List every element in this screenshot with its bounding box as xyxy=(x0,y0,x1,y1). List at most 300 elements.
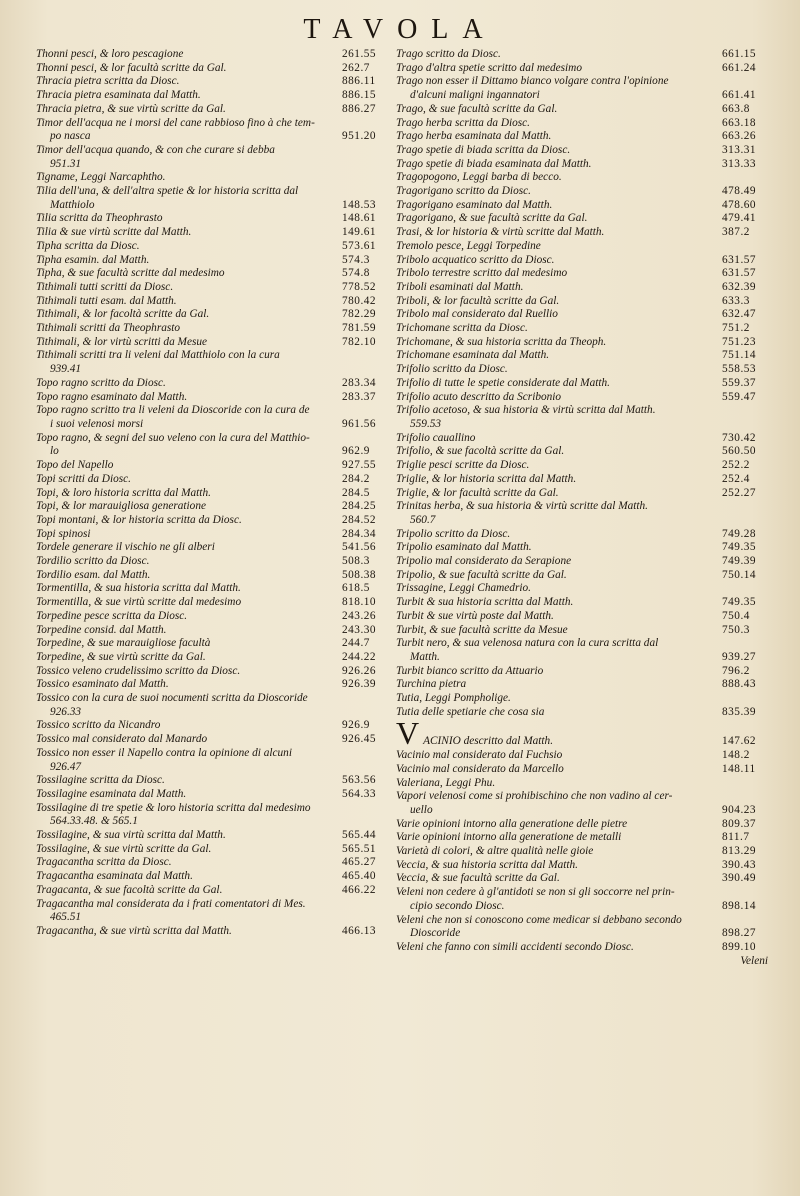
entry-text: Tordilio scritto da Diosc. xyxy=(36,555,150,568)
index-entry xyxy=(396,349,768,363)
entry-text: Tossico con la cura de suoi nocumenti scritta da Dioscoride xyxy=(36,692,308,705)
entry-text: Torpedine, & sue virtù scritte da Gal. xyxy=(36,650,206,663)
entry-text: Trifolio cauallino xyxy=(396,431,476,444)
entry-text: Turbit, & sue facultà scritte da Mesue xyxy=(396,623,568,636)
entry-continuation: 560.7 xyxy=(410,513,436,526)
index-entry xyxy=(396,212,768,226)
index-entry xyxy=(396,308,768,322)
index-entry xyxy=(36,212,388,226)
entry-text: Topo ragno scritto tra li veleni da Dioscoride con la cura de xyxy=(36,404,310,417)
page-ref: 148.53 xyxy=(342,198,377,211)
page-ref: 618.5 xyxy=(342,582,370,595)
page-ref: 261.55 xyxy=(342,48,377,60)
entry-text: ACINIO descritto dal Matth. xyxy=(423,735,554,748)
index-entry xyxy=(396,62,768,76)
page-ref: 939.27 xyxy=(722,650,757,663)
entry-text: Thonni pesci, & loro pescagione xyxy=(36,48,184,60)
entry-text: Tossilagine, & sue virtù scritte da Gal. xyxy=(36,842,212,855)
entry-continuation: 951.31 xyxy=(50,157,82,170)
index-entry xyxy=(396,130,768,144)
index-column-right xyxy=(396,48,768,1188)
page-ref: 898.14 xyxy=(722,899,757,912)
index-entry xyxy=(36,829,388,843)
entry-text: Trago herba scritta da Diosc. xyxy=(396,116,531,129)
entry-text: Tossilagine scritta da Diosc. xyxy=(36,774,165,787)
page-ref: 886.11 xyxy=(342,75,376,88)
index-entry xyxy=(396,569,768,583)
page-ref: 148.61 xyxy=(342,212,377,225)
page-ref: 559.37 xyxy=(722,376,757,389)
index-entry xyxy=(36,349,388,376)
entry-text: Thonni pesci, & lor facultà scritte da Gal. xyxy=(36,61,227,74)
page-ref: 811.7 xyxy=(722,831,750,844)
page-ref: 243.26 xyxy=(342,609,377,622)
page-ref: 508.38 xyxy=(342,568,377,581)
entry-text: Trasi, & lor historia & virtù scritte dal Matth. xyxy=(396,226,605,239)
entry-text: Trichomane esaminata dal Matth. xyxy=(396,349,550,362)
index-entry xyxy=(396,749,768,763)
index-entry xyxy=(396,596,768,610)
entry-text: Trago herba esaminata dal Matth. xyxy=(396,130,552,143)
entry-text: Tragacanta, & sue facoltà scritte da Gal. xyxy=(36,883,223,896)
entry-text: Veleni non cedere à gl'antidoti se non si gli soccorre nel prin- xyxy=(396,886,675,899)
index-entry xyxy=(396,103,768,117)
page-ref: 479.41 xyxy=(722,212,757,225)
page-ref: 390.49 xyxy=(722,872,757,885)
index-entry xyxy=(36,473,388,487)
page-ref: 749.39 xyxy=(722,555,757,568)
entry-text: Tipha, & sue facultà scritte dal medesimo xyxy=(36,267,225,280)
entry-text: Triboli esaminati dal Matth. xyxy=(396,280,524,293)
page-ref: 560.50 xyxy=(722,445,757,458)
entry-text: Trago scritto da Diosc. xyxy=(396,48,501,60)
entry-text: Tutia delle spetiarie che cosa sia xyxy=(396,705,545,718)
page-ref: 565.44 xyxy=(342,829,377,842)
entry-text: Torpedine pesce scritta da Diosc. xyxy=(36,609,188,622)
index-entry xyxy=(36,665,388,679)
index-entry xyxy=(396,831,768,845)
entry-text: Tragacantha scritta da Diosc. xyxy=(36,856,172,869)
entry-text: Trago, & sue facultà scritte da Gal. xyxy=(396,102,558,115)
entry-text: Tossico esaminato dal Matth. xyxy=(36,678,169,691)
index-entry xyxy=(36,48,388,62)
entry-continuation: uello xyxy=(410,803,433,816)
index-entry xyxy=(396,610,768,624)
entry-text: Triglie, & lor facultà scritte da Gal. xyxy=(396,486,559,499)
page-ref: 886.15 xyxy=(342,89,377,102)
page-ref: 147.62 xyxy=(722,735,757,748)
index-entry xyxy=(36,500,388,514)
page-ref: 283.37 xyxy=(342,390,377,403)
page-ref: 244.22 xyxy=(342,650,377,663)
index-entry xyxy=(36,377,388,391)
entry-text: Tripolio mal considerato da Serapione xyxy=(396,555,572,568)
entry-continuation: Dioscoride xyxy=(410,927,461,940)
entry-text: Tripolio scritto da Diosc. xyxy=(396,527,511,540)
page-ref: 284.25 xyxy=(342,500,377,513)
entry-text: Thracia pietra esaminata dal Matth. xyxy=(36,89,201,102)
page-ref: 390.43 xyxy=(722,858,757,871)
entry-continuation: 465.51 xyxy=(50,911,82,924)
page-ref: 927.55 xyxy=(342,459,377,472)
index-entry xyxy=(396,637,768,664)
index-entry xyxy=(36,596,388,610)
index-entry xyxy=(396,790,768,817)
index-entry xyxy=(396,254,768,268)
index-entry xyxy=(396,144,768,158)
index-entry xyxy=(36,267,388,281)
index-entry xyxy=(36,281,388,295)
index-entry xyxy=(36,144,388,171)
index-entry xyxy=(36,336,388,350)
index-entry xyxy=(396,859,768,873)
catchword: Veleni xyxy=(740,954,768,967)
page-ref: 465.40 xyxy=(342,870,377,883)
index-entry xyxy=(36,240,388,254)
entry-text: Tragacantha esaminata dal Matth. xyxy=(36,870,193,883)
index-entry xyxy=(396,322,768,336)
entry-text: Tormentilla, & sua historia scritta dal Matth. xyxy=(36,582,241,595)
page-ref: 663.18 xyxy=(722,116,757,129)
entry-text: Tilia dell'una, & dell'altra spetie & lor historia scritta dal xyxy=(36,185,299,198)
page-ref: 749.28 xyxy=(722,527,757,540)
entry-continuation: 926.33 xyxy=(50,705,82,718)
page-ref: 478.49 xyxy=(722,185,757,198)
page-ref: 782.29 xyxy=(342,308,377,321)
entry-text: Trifolio scritto da Diosc. xyxy=(396,363,508,376)
entry-text: Tipha esamin. dal Matth. xyxy=(36,253,150,266)
index-entry xyxy=(396,459,768,473)
index-entry xyxy=(396,777,768,791)
entry-text: Triglie pesci scritte da Diosc. xyxy=(396,459,530,472)
index-entry xyxy=(396,158,768,172)
index-entry xyxy=(36,898,388,925)
index-entry xyxy=(36,308,388,322)
page-ref: 148.2 xyxy=(722,749,750,762)
entry-text: Tribolo mal considerato dal Ruellio xyxy=(396,308,558,321)
entry-text: Timor dell'acqua quando, & con che curare si debba xyxy=(36,143,275,156)
page-ref: 926.26 xyxy=(342,664,377,677)
index-entry xyxy=(396,692,768,706)
page-ref: 780.42 xyxy=(342,294,377,307)
page-ref: 749.35 xyxy=(722,596,757,609)
entry-text: Tremolo pesce, Leggi Torpedine xyxy=(396,239,541,252)
index-entry xyxy=(36,884,388,898)
entry-text: Veccia, & sua historia scritta dal Matth. xyxy=(396,858,578,871)
index-entry xyxy=(396,715,768,752)
entry-text: Trichomane, & sua historia scritta da Theoph. xyxy=(396,335,607,348)
page-ref: 663.26 xyxy=(722,130,757,143)
entry-text: Tossilagine, & sua virtù scritta dal Matth. xyxy=(36,829,226,842)
entry-text: Tribolo terrestre scritto dal medesimo xyxy=(396,267,568,280)
page-ref: 750.4 xyxy=(722,609,750,622)
index-entry xyxy=(396,555,768,569)
entry-text: Tipha scritta da Diosc. xyxy=(36,239,140,252)
entry-text: Tripolio esaminato dal Matth. xyxy=(396,541,532,554)
entry-text: Veccia, & sue facultà scritte da Gal. xyxy=(396,872,560,885)
entry-text: Trifolio, & sue facoltà scritte da Gal. xyxy=(396,445,565,458)
page-ref: 466.22 xyxy=(342,883,377,896)
page-ref: 466.13 xyxy=(342,925,377,937)
entry-text: Torpedine, & sue marauigliose facultà xyxy=(36,637,211,650)
page-ref: 899.10 xyxy=(722,941,757,953)
page-ref: 926.45 xyxy=(342,733,377,746)
entry-text: Tithimali tutti esam. dal Matth. xyxy=(36,294,177,307)
index-entry xyxy=(396,48,768,62)
entry-text: Tithimali tutti scritti da Diosc. xyxy=(36,280,174,293)
entry-text: Triboli, & lor facultà scritte da Gal. xyxy=(396,294,560,307)
entry-text: Vapori velenosi come si prohibischino che non vadino al cer- xyxy=(396,790,673,803)
entry-text: Thracia pietra scritta da Diosc. xyxy=(36,75,180,88)
page-ref: 813.29 xyxy=(722,845,757,858)
entry-text: Turbit bianco scritto da Attuario xyxy=(396,664,544,677)
entry-text: Torpedine consid. dal Matth. xyxy=(36,623,167,636)
entry-text: Tithimali scritti da Theophrasto xyxy=(36,322,181,335)
index-entry xyxy=(36,89,388,103)
page-ref: 149.61 xyxy=(342,226,377,239)
entry-text: Tossilagine esaminata dal Matth. xyxy=(36,787,187,800)
index-entry xyxy=(396,117,768,131)
index-entry xyxy=(36,678,388,692)
page-ref: 750.14 xyxy=(722,568,757,581)
index-entry xyxy=(36,62,388,76)
index-entry xyxy=(36,747,388,774)
entry-continuation: i suoi velenosi morsi xyxy=(50,417,144,430)
entry-continuation: Matth. xyxy=(410,650,440,663)
index-entry xyxy=(396,665,768,679)
index-entry xyxy=(396,432,768,446)
index-entry xyxy=(36,322,388,336)
page-ref: 465.27 xyxy=(342,856,377,869)
entry-text: Topo ragno esaminato dal Matth. xyxy=(36,390,188,403)
index-entry xyxy=(36,459,388,473)
page-ref: 148.11 xyxy=(722,762,756,775)
index-entry xyxy=(396,487,768,501)
index-entry xyxy=(396,872,768,886)
entry-text: Tossico veleno crudelissimo scritto da Diosc. xyxy=(36,664,241,677)
page-ref: 558.53 xyxy=(722,363,757,376)
index-entry xyxy=(36,610,388,624)
entry-text: Tossico non esser il Napello contra la opinione di alcuni xyxy=(36,746,292,759)
entry-text: Topi scritti da Diosc. xyxy=(36,472,131,485)
page-ref: 262.7 xyxy=(342,61,370,74)
entry-text: Tithimali scritti tra li veleni dal Matthiolo con la cura xyxy=(36,349,280,362)
page-ref: 778.52 xyxy=(342,280,377,293)
page-ref: 559.47 xyxy=(722,390,757,403)
index-entry xyxy=(36,582,388,596)
page-ref: 951.20 xyxy=(342,130,377,143)
entry-text: Trago spetie di biada scritta da Diosc. xyxy=(396,143,571,156)
entry-text: Trinitas herba, & sua historia & virtù scritte dal Matth. xyxy=(396,500,649,513)
index-entry xyxy=(36,295,388,309)
page-ref: 663.8 xyxy=(722,102,750,115)
page-ref: 898.27 xyxy=(722,927,757,940)
entry-text: Vacinio mal considerato da Marcello xyxy=(396,762,564,775)
page-ref: 632.47 xyxy=(722,308,757,321)
index-entry xyxy=(396,171,768,185)
page-ref: 633.3 xyxy=(722,294,750,307)
page-ref: 749.35 xyxy=(722,541,757,554)
index-column-left xyxy=(36,48,388,1188)
page-ref: 563.56 xyxy=(342,774,377,787)
page-ref: 252.2 xyxy=(722,459,750,472)
entry-text: Trifolio acetoso, & sua historia & virtù scritta dal Matth. xyxy=(396,404,656,417)
page-ref: 631.57 xyxy=(722,253,757,266)
index-entry xyxy=(396,295,768,309)
index-entry xyxy=(396,377,768,391)
index-entry xyxy=(36,541,388,555)
page-ref: 243.30 xyxy=(342,623,377,636)
index-entry xyxy=(36,856,388,870)
entry-text: Tordele generare il vischio ne gli alberi xyxy=(36,541,215,554)
index-entry xyxy=(36,788,388,802)
drop-cap: V xyxy=(396,715,420,752)
index-entry xyxy=(396,185,768,199)
index-entry xyxy=(36,925,388,939)
index-entry xyxy=(396,941,768,955)
index-entry xyxy=(396,75,768,102)
entry-text: Thracia pietra, & sue virtù scritte da Gal. xyxy=(36,102,226,115)
entry-text: Tribolo acquatico scritto da Diosc. xyxy=(396,253,555,266)
index-entry xyxy=(396,445,768,459)
entry-text: Valeriana, Leggi Phu. xyxy=(396,776,496,789)
page-ref: 661.24 xyxy=(722,61,757,74)
page-ref: 888.43 xyxy=(722,678,757,691)
entry-text: Tossilagine di tre spetie & loro historia scritta dal medesimo xyxy=(36,801,311,814)
entry-text: Tithimali, & lor virtù scritti da Mesue xyxy=(36,335,208,348)
entry-text: Trago d'altra spetie scritto dal medesimo xyxy=(396,61,582,74)
entry-text: Turbit & sue virtù poste dal Matth. xyxy=(396,609,554,622)
page-ref: 564.33 xyxy=(342,787,377,800)
entry-text: Triglie, & lor historia scritta dal Matth. xyxy=(396,472,577,485)
page-ref: 252.4 xyxy=(722,472,750,485)
entry-text: Trissagine, Leggi Chamedrio. xyxy=(396,582,531,595)
index-entry xyxy=(396,363,768,377)
index-entry xyxy=(396,500,768,527)
entry-text: Tilia & sue virtù scritte dal Matth. xyxy=(36,226,192,239)
page-ref: 478.60 xyxy=(722,198,757,211)
index-entry xyxy=(36,514,388,528)
index-entry xyxy=(396,582,768,596)
page-ref: 961.56 xyxy=(342,417,377,430)
entry-text: Tragorigano scritto da Diosc. xyxy=(396,185,531,198)
entry-continuation: 564.33.48. & 565.1 xyxy=(50,815,138,828)
page-ref: 284.52 xyxy=(342,513,377,526)
page-ref: 284.5 xyxy=(342,486,370,499)
entry-text: Tigname, Leggi Narcaphtho. xyxy=(36,171,166,184)
entry-continuation: cipio secondo Diosc. xyxy=(410,899,505,912)
index-entry xyxy=(36,391,388,405)
index-entry xyxy=(36,117,388,144)
entry-text: Veleni che non si conoscono come medicar si debbano secondo xyxy=(396,913,682,926)
page-ref: 818.10 xyxy=(342,596,377,609)
entry-text: Varie opinioni intorno alla generatione de metalli xyxy=(396,831,622,844)
page-ref: 541.56 xyxy=(342,541,377,554)
entry-text: Trichomane scritta da Diosc. xyxy=(396,322,528,335)
entry-text: Topi, & loro historia scritta dal Matth. xyxy=(36,486,211,499)
entry-text: Tragorigano esaminato dal Matth. xyxy=(396,198,553,211)
page-ref: 835.39 xyxy=(722,705,757,718)
index-entry xyxy=(396,267,768,281)
page-ref: 886.27 xyxy=(342,102,377,115)
index-entry xyxy=(36,719,388,733)
page-ref: 661.15 xyxy=(722,48,757,60)
entry-text: Tragacantha, & sue virtù scritta dal Matth. xyxy=(36,925,232,937)
page-ref: 574.3 xyxy=(342,253,370,266)
index-entry xyxy=(396,541,768,555)
entry-text: Veleni che fanno con simili accidenti secondo Diosc. xyxy=(396,941,634,953)
entry-text: Topi montani, & lor historia scritta da Diosc. xyxy=(36,513,242,526)
page-ref: 565.51 xyxy=(342,842,377,855)
page-ref: 387.2 xyxy=(722,226,750,239)
index-entry xyxy=(396,914,768,941)
entry-text: Topo ragno scritto da Diosc. xyxy=(36,376,166,389)
entry-text: Topi, & lor marauigliosa generatione xyxy=(36,500,206,513)
index-entry xyxy=(36,870,388,884)
entry-continuation: d'alcuni maligni ingannatori xyxy=(410,89,540,102)
page-ref: 904.23 xyxy=(722,803,757,816)
index-entry xyxy=(396,624,768,638)
page-ref: 252.27 xyxy=(722,486,757,499)
page-title: TAVOLA xyxy=(303,14,497,45)
page-ref: 244.7 xyxy=(342,637,370,650)
entry-text: Tossico mal considerato dal Manardo xyxy=(36,733,208,746)
index-entry xyxy=(36,103,388,117)
entry-text: Tossico scritto da Nicandro xyxy=(36,719,161,732)
entry-continuation: lo xyxy=(50,445,59,458)
entry-text: Tripolio, & sue facultà scritte da Gal. xyxy=(396,568,567,581)
page-ref: 284.34 xyxy=(342,527,377,540)
page-ref: 632.39 xyxy=(722,280,757,293)
entry-text: Trifolio acuto descritto da Scribonio xyxy=(396,390,562,403)
index-entry xyxy=(36,569,388,583)
index-entry xyxy=(36,404,388,431)
page-ref: 962.9 xyxy=(342,445,370,458)
page-ref: 508.3 xyxy=(342,555,370,568)
page-ref: 809.37 xyxy=(722,817,757,830)
entry-text: Timor dell'acqua ne i morsi del cane rabbioso fino à che tem- xyxy=(36,116,315,129)
index-entry xyxy=(396,281,768,295)
page-ref: 661.41 xyxy=(722,89,757,102)
entry-text: Varietà di colori, & altre qualità nelle gioie xyxy=(396,845,594,858)
index-entry xyxy=(36,75,388,89)
index-entry xyxy=(36,171,388,185)
index-entry xyxy=(36,733,388,747)
entry-continuation: 939.41 xyxy=(50,363,82,376)
index-entry xyxy=(36,555,388,569)
index-entry xyxy=(396,706,768,720)
entry-continuation: 559.53 xyxy=(410,417,442,430)
index-entry xyxy=(396,240,768,254)
page-ref: 730.42 xyxy=(722,431,757,444)
index-entry xyxy=(396,528,768,542)
entry-text: Tilia scritta da Theophrasto xyxy=(36,212,163,225)
index-entry xyxy=(36,185,388,212)
index-entry xyxy=(396,678,768,692)
entry-text: Tragacantha mal considerata da i frati comentatori di Mes. xyxy=(36,897,306,910)
entry-text: Topo del Napello xyxy=(36,459,114,472)
index-entry xyxy=(36,843,388,857)
page-ref: 284.2 xyxy=(342,472,370,485)
index-entry xyxy=(36,774,388,788)
page-ref: 313.33 xyxy=(722,157,757,170)
entry-continuation: Matthiolo xyxy=(50,198,95,211)
entry-text: Trago spetie di biada esaminata dal Matth. xyxy=(396,157,592,170)
page-ref: 313.31 xyxy=(722,143,757,156)
page-ref: 781.59 xyxy=(342,322,377,335)
entry-text: Topo ragno, & segni del suo veleno con la cura del Matthio- xyxy=(36,431,310,444)
page-ref: 926.39 xyxy=(342,678,377,691)
